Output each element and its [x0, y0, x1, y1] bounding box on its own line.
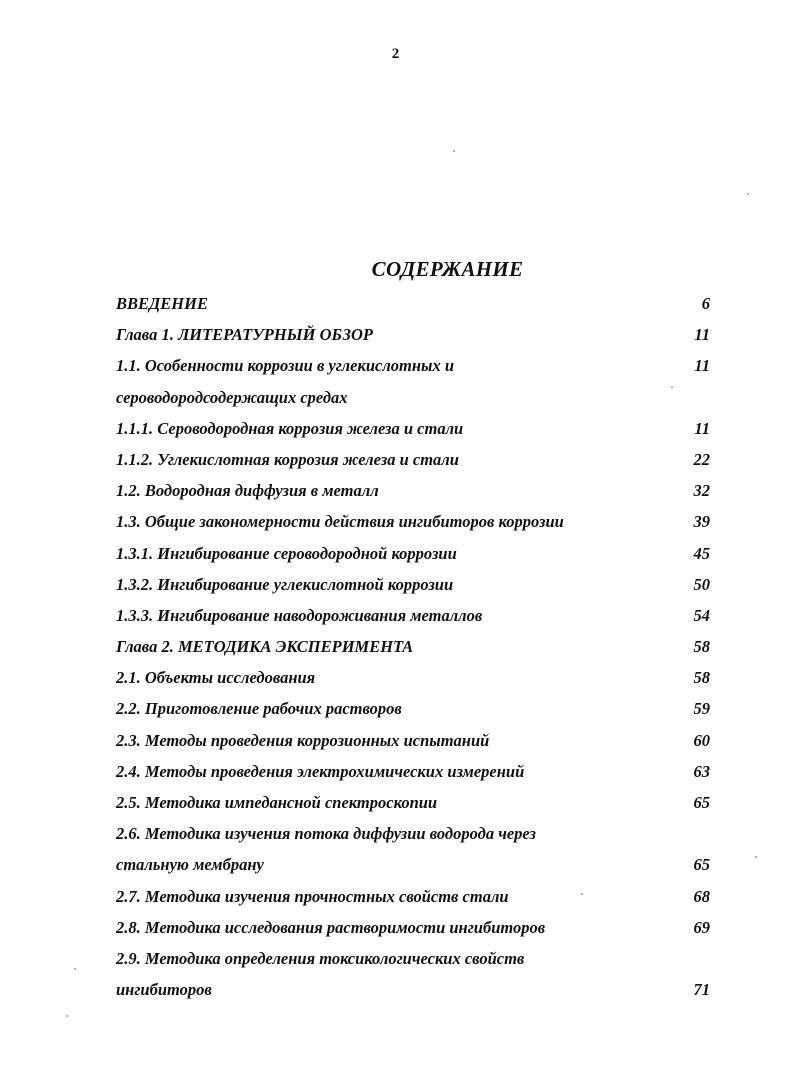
toc-entry-page: 32 [693, 481, 710, 501]
toc-entry-text: стальную мембрану [116, 855, 264, 875]
toc-line [116, 974, 710, 1005]
toc-line [116, 912, 710, 943]
toc-entry-text: Глава 1. ЛИТЕРАТУРНЫЙ ОБЗОР [116, 325, 374, 345]
toc-entry-text: 1.3. Общие закономерности действия ингибиторов коррозии [116, 512, 564, 532]
toc-entry-page: 54 [693, 605, 710, 625]
scan-speck [74, 968, 76, 970]
toc-entry-text: 2.7. Методика изучения прочностных свойств стали [116, 886, 509, 906]
toc-entry-page: 6 [701, 294, 710, 313]
toc-line [116, 350, 710, 381]
toc-entry-text: 1.3.3. Ингибирование наводороживания металлов [116, 605, 483, 625]
toc-entry-page: 39 [693, 512, 710, 532]
scan-speck [747, 193, 749, 195]
toc-line [116, 881, 710, 912]
toc-entry-page: 22 [693, 449, 710, 469]
toc-line [116, 475, 710, 506]
toc-entry-text: 1.3.2. Ингибирование углекислотной коррозии [116, 574, 454, 594]
toc-entry-text: сероводородсодержащих средах [116, 387, 348, 407]
toc-line [116, 506, 710, 537]
toc-entry-text: 1.1.2. Углекислотная коррозия железа и стали [116, 449, 459, 469]
toc-entry-text: 2.2. Приготовление рабочих растворов [116, 699, 402, 719]
scan-speck [66, 1015, 68, 1017]
toc-line [116, 849, 710, 880]
scan-speck [581, 893, 583, 895]
scan-speck [453, 150, 455, 152]
toc-entry-page: 71 [693, 980, 710, 1000]
toc-line [116, 600, 710, 631]
toc-line [116, 662, 710, 693]
toc-entry-text: 2.1. Объекты исследования [116, 668, 316, 688]
toc-entry-text: Глава 2. МЕТОДИКА ЭКСПЕРИМЕНТА [116, 637, 414, 657]
toc-entry-page: 69 [693, 917, 710, 937]
toc-entry-text: 2.3. Методы проведения коррозионных испытаний [116, 730, 490, 750]
toc-entry-page: 58 [693, 668, 710, 688]
toc-line [116, 631, 710, 662]
toc-entry-page: 11 [694, 325, 710, 345]
toc-line [116, 569, 710, 600]
toc-line [116, 787, 710, 818]
toc-entry-page: 50 [693, 574, 710, 594]
toc-entry-page: 68 [693, 886, 710, 906]
scan-speck [671, 386, 673, 388]
toc-line [116, 444, 710, 475]
page-number: 2 [391, 46, 400, 62]
toc-line [116, 693, 710, 724]
toc-entry-page: 11 [694, 356, 710, 376]
toc-line [116, 288, 710, 319]
toc-entry-text: ингибиторов [116, 980, 212, 1000]
toc-title: СОДЕРЖАНИЕ [371, 257, 524, 281]
toc-line [116, 413, 710, 444]
table-of-contents [116, 288, 710, 1005]
toc-entry-text: 2.8. Методика исследования растворимости ингибиторов [116, 917, 546, 937]
toc-entry-page: 65 [693, 793, 710, 812]
toc-entry-text: 1.2. Водородная диффузия в металл [116, 481, 379, 501]
toc-line [116, 725, 710, 756]
toc-entry-text: 1.1. Особенности коррозии в углекислотных и [116, 356, 455, 376]
toc-entry-page: 59 [693, 699, 710, 719]
toc-entry-text: 1.1.1. Сероводородная коррозия железа и стали [116, 418, 464, 438]
toc-line [116, 538, 710, 569]
toc-entry-text: 2.9. Методика определения токсикологических свойств [116, 948, 525, 968]
toc-entry-page: 58 [693, 637, 710, 657]
toc-entry-page: 45 [693, 543, 710, 563]
toc-entry-text: 2.5. Методика импедансной спектроскопии [116, 793, 438, 812]
toc-entry-text: ВВЕДЕНИЕ [116, 294, 208, 313]
toc-line [116, 382, 710, 413]
toc-line [116, 943, 710, 974]
toc-entry-text: 2.4. Методы проведения электрохимических измерений [116, 761, 525, 781]
scan-speck [755, 856, 757, 858]
toc-entry-page: 11 [694, 418, 710, 438]
toc-entry-text: 2.6. Методика изучения потока диффузии водорода через [116, 824, 536, 844]
toc-entry-page: 65 [693, 855, 710, 875]
toc-entry-text: 1.3.1. Ингибирование сероводородной коррозии [116, 543, 457, 563]
toc-line [116, 818, 710, 849]
toc-entry-page: 63 [693, 761, 710, 781]
toc-line [116, 756, 710, 787]
toc-line [116, 319, 710, 350]
toc-entry-page: 60 [693, 730, 710, 750]
